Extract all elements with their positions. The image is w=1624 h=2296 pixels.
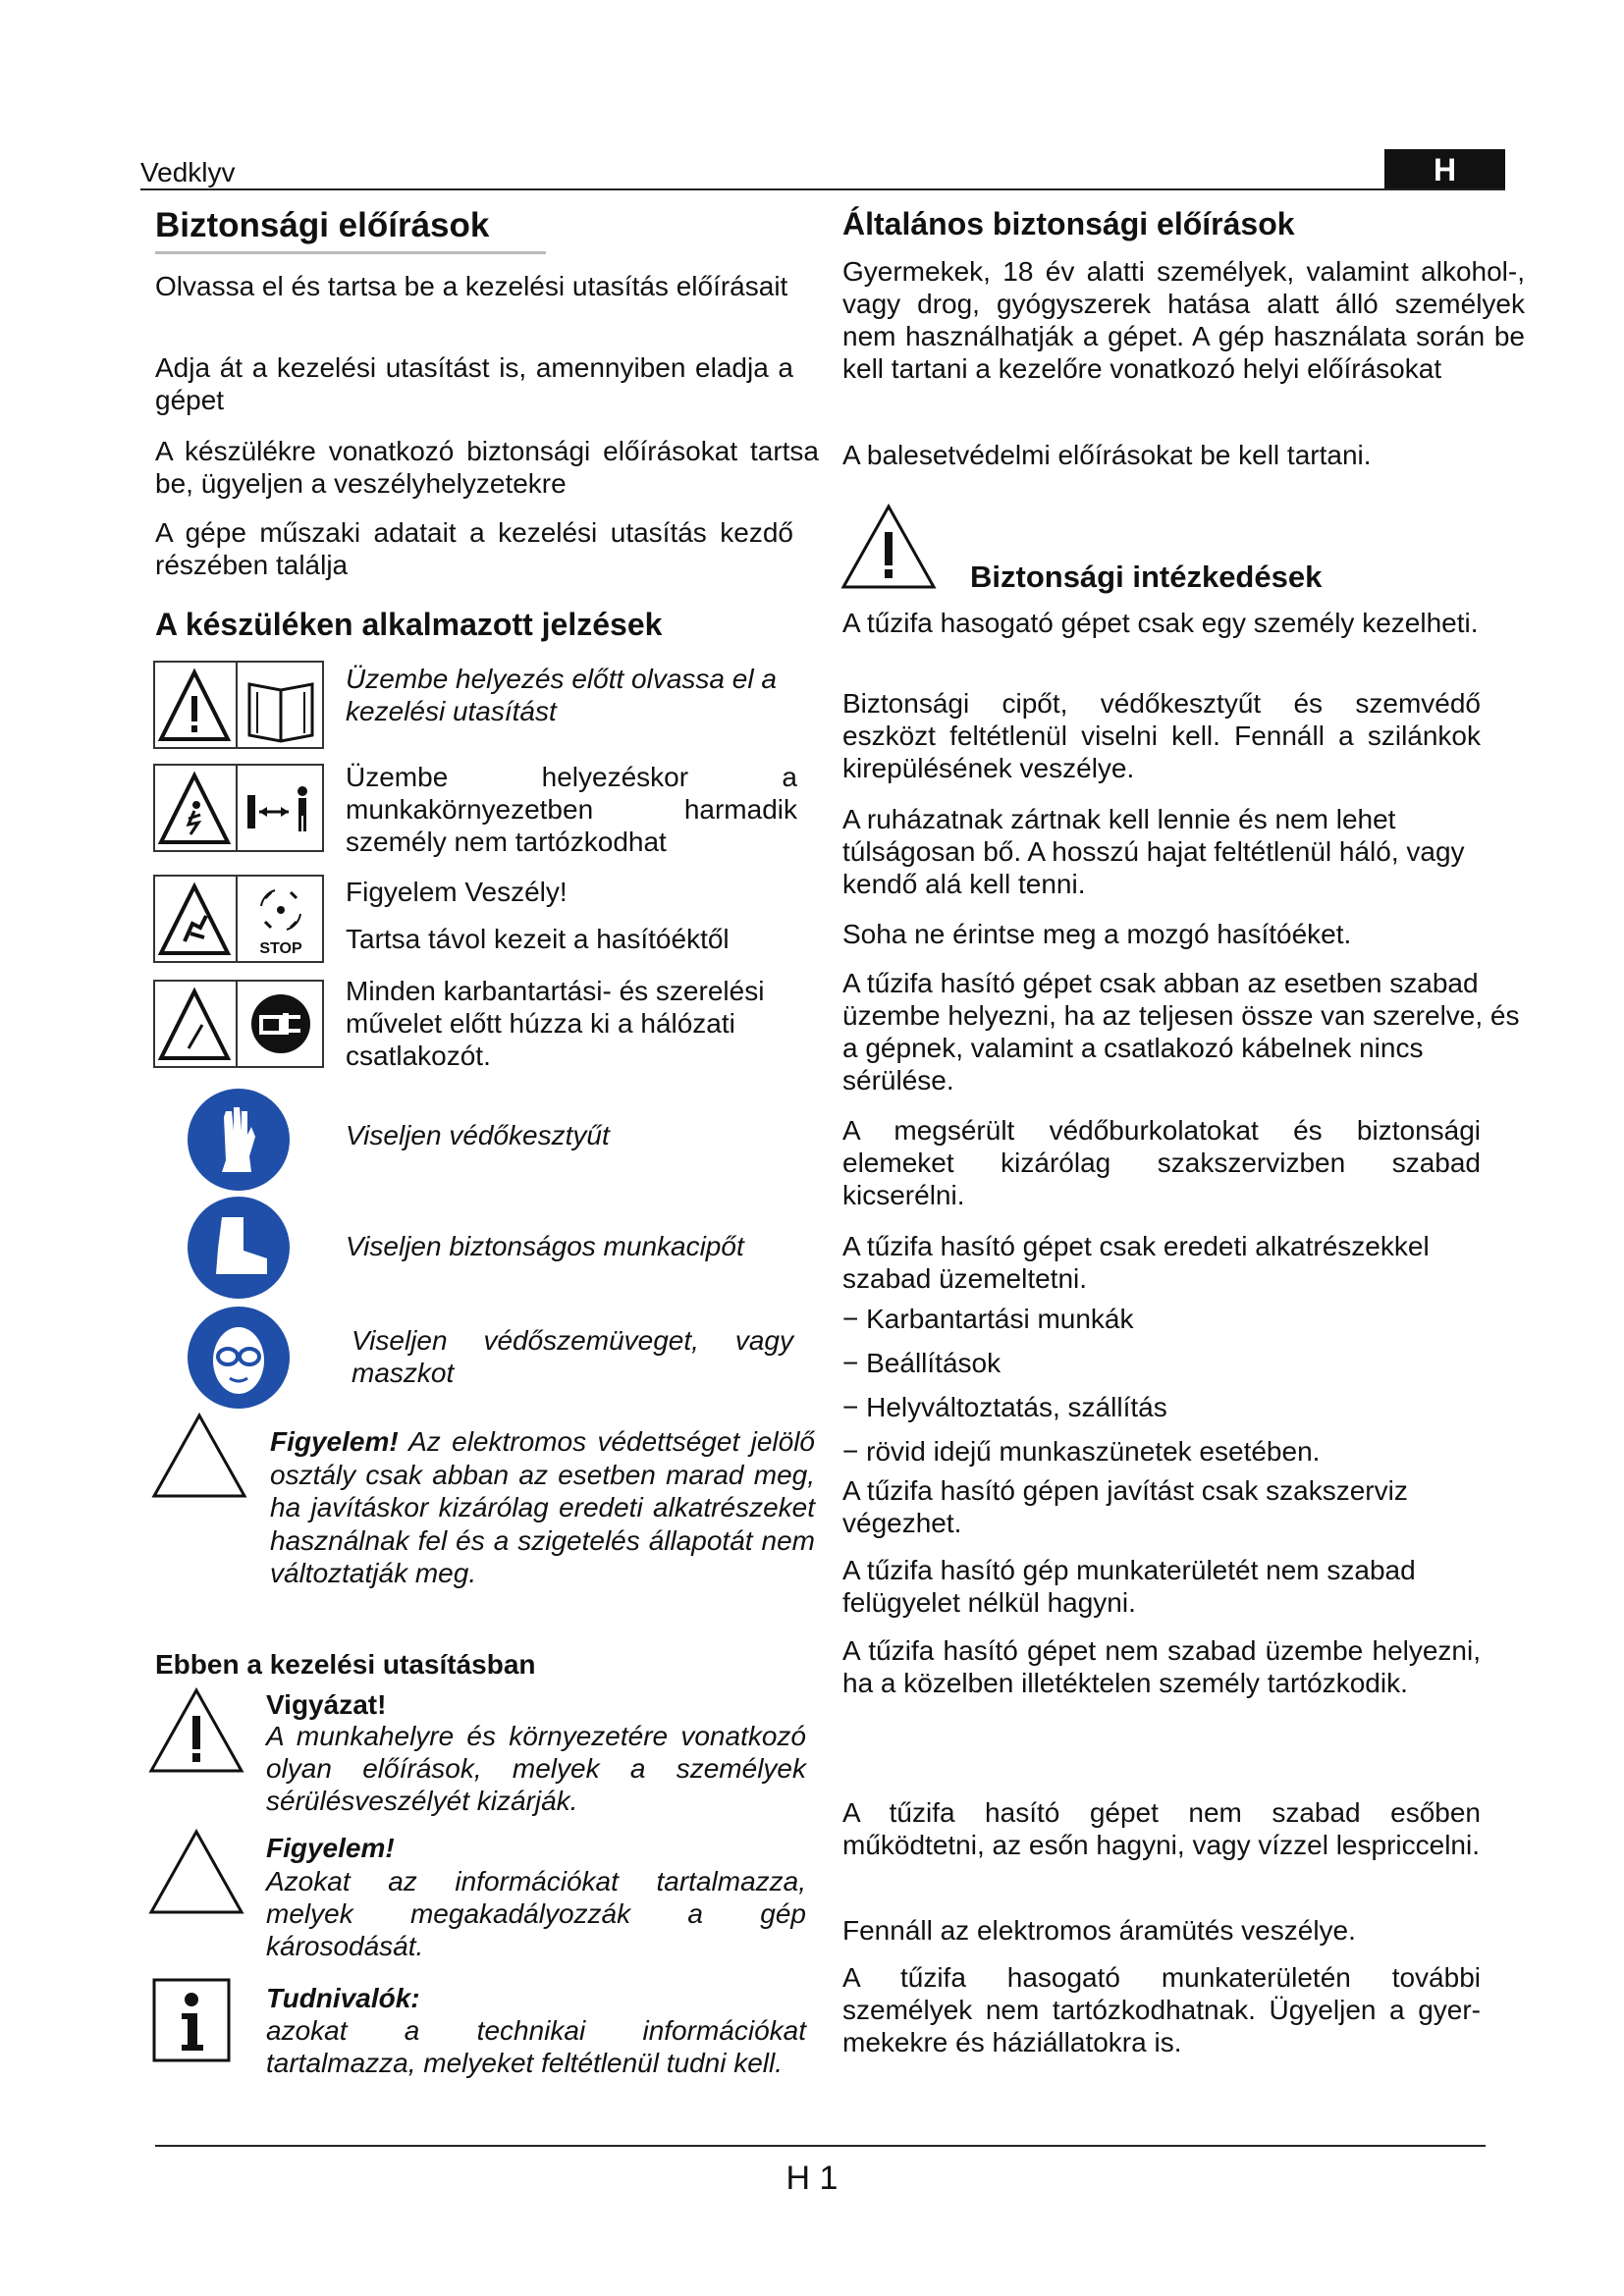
- paragraph: A tűzifa hasító gép munkaterületét nem szabad felügyelet nélkül hagyni.: [842, 1555, 1416, 1618]
- paragraph: A tűzifa hasító gépet nem szabad üzembe helyezni, ha a közelben illetéktelen személy tartózkodik.: [842, 1635, 1481, 1698]
- symbol-text: Üzembe helyezés előtt olvassa el a kezelési utasítást: [346, 664, 777, 726]
- list-item: − Helyváltoztatás, szállítás: [842, 1392, 1167, 1422]
- paragraph: A készülékre vonatkozó biztonsági előírásokat tartsa be, ügyeljen a veszélyhelyzetekre: [155, 436, 819, 499]
- warning-hand-icon: [155, 877, 238, 961]
- language-badge: H: [1384, 149, 1505, 190]
- attention-title: Figyelem!: [266, 1833, 395, 1863]
- list-item: − Beállítások: [842, 1348, 1001, 1378]
- info-icon: [152, 1978, 231, 2062]
- distance-icon: [240, 766, 322, 850]
- plug-icon: [240, 982, 322, 1066]
- safety-shoe-icon: [187, 1196, 291, 1300]
- stop-rotation-icon: [240, 877, 322, 961]
- dash-list: [842, 1297, 1481, 1473]
- paragraph: A tűzifa hasogató gépet csak egy személy kezelheti.: [842, 608, 1479, 638]
- paragraph: Soha ne érintse meg a mozgó hasítóéket.: [842, 919, 1352, 949]
- paragraph: Adja át a kezelési utasítást is, amennyiben eladja a gépet: [155, 352, 793, 415]
- gloves-icon: [187, 1088, 291, 1192]
- warning-triangle-icon: [155, 663, 238, 747]
- warning-tool-icon: [155, 982, 238, 1066]
- caution-title: Vigyázat!: [266, 1689, 387, 1720]
- paragraph: A tűzifa hasító gépet csak eredeti alkatrészekkel szabad üzemeltetni.: [842, 1231, 1430, 1294]
- list-item: − rövid idejű munkaszünetek esetében.: [842, 1436, 1321, 1467]
- section-title-measures: Biztonsági intézkedések: [970, 560, 1323, 594]
- caution-icon: [839, 503, 938, 593]
- section-title-safety: Biztonsági előírások: [155, 206, 490, 244]
- caution-icon: [147, 1686, 245, 1777]
- caution-text: A munkahelyre és környezetére vonatkozó olyan előírások, melyek a személyek sérülésveszélyét kizárják.: [266, 1721, 806, 1816]
- symbol-text: Üzembe helyezéskor a munkakörnyezetben harmadik személy nem tartózkodhat: [346, 762, 797, 857]
- paragraph: A gépe műszaki adatait a kezelési utasítás kezdő részében találja: [155, 517, 793, 580]
- paragraph: Fennáll az elektromos áramütés veszélye.: [842, 1915, 1356, 1946]
- symbol-no-bystanders: [153, 764, 324, 852]
- section-title-symbols: A készüléken alkalmazott jelzések: [155, 607, 663, 642]
- ppe-text-shoes: Viseljen biztonságos munkacipőt: [346, 1231, 744, 1261]
- page-number: H 1: [785, 2160, 839, 2197]
- paragraph: A megsérült védőburkolatokat és biztonsági elemeket kizárólag szakszervizben szabad kicserélni.: [842, 1115, 1481, 1210]
- symbol-read-manual: [153, 661, 324, 749]
- class-warning-body: Az elektromos védettséget jelölő osztály csak abban az esetben marad meg, ha javításkor kizárólag eredeti alkatrészeket használnak fel és a szigetelés állapotát nem változtatják meg.: [270, 1426, 815, 1588]
- title-underline: [155, 251, 546, 254]
- attention-icon: [147, 1828, 245, 1918]
- class-warning-text: [270, 1425, 815, 1590]
- symbol-unplug: [153, 980, 324, 1068]
- paragraph: A tűzifa hasító gépen javítást csak szakszerviz végezhet.: [842, 1475, 1408, 1538]
- info-text: azokat a technikai információkat tartalmazza, melyeket feltétlenül tudni kell.: [266, 2015, 806, 2078]
- info-title: Tudnivalók:: [266, 1983, 420, 2013]
- paragraph: A tűzifa hasító gépet csak abban az esetben szabad üzembe helyezni, ha az teljesen össze van szerelve, és a gépnek, valamint a csatlakozó kábelnek nincs sérülése.: [842, 968, 1520, 1095]
- paragraph: A tűzifa hasogató munkaterületén további személyek nem tartózkodhatnak. Ügyeljen a gyer-mekekre és háziállatokra is.: [842, 1962, 1481, 2057]
- ppe-text-gloves: Viseljen védőkesztyűt: [346, 1120, 610, 1150]
- running-header: Vedklyv: [140, 157, 236, 187]
- attention-text: Azokat az információkat tartalmazza, melyek megakadályozzák a gép károsodását.: [266, 1866, 806, 1961]
- symbol-text: Figyelem Veszély!: [346, 877, 568, 907]
- stop-label: STOP: [259, 940, 302, 957]
- paragraph: Gyermekek, 18 év alatti személyek, valamint alkohol-, vagy drog, gyógyszerek hatása alatt álló személyek nem használhatják a gépet. A gép használata során be kell tartani a kezelőre vonatkozó helyi előírásokat: [842, 256, 1525, 384]
- paragraph: Olvassa el és tartsa be a kezelési utasítás előírásait: [155, 271, 788, 301]
- section-title-general: Általános biztonsági előírások: [842, 206, 1295, 241]
- paragraph: A tűzifa hasító gépet nem szabad esőben működtetni, az esőn hagyni, vagy vízzel lespriccelni.: [842, 1797, 1481, 1860]
- goggles-icon: [187, 1306, 291, 1410]
- book-icon: [240, 663, 322, 747]
- list-item: − Karbantartási munkák: [842, 1304, 1134, 1334]
- attention-triangle-icon: [150, 1412, 248, 1502]
- symbol-keep-hands-away: [153, 875, 324, 963]
- paragraph: A ruházatnak zártnak kell lennie és nem lehet túlságosan bő. A hosszú hajat feltétlenül háló, vagy kendő alá kell tenni.: [842, 804, 1465, 899]
- class-warning-lead: Figyelem!: [270, 1426, 399, 1457]
- ppe-text-goggles: Viseljen védőszemüveget, vagy maszkot: [352, 1325, 793, 1388]
- footer-rule: [155, 2145, 1486, 2147]
- header-rule: [140, 188, 1505, 190]
- symbol-text: Minden karbantartási- és szerelési művelet előtt húzza ki a hálózati csatlakozót.: [346, 976, 765, 1071]
- warning-person-icon: [155, 766, 238, 850]
- manual-legend-title: Ebben a kezelési utasításban: [155, 1649, 536, 1680]
- paragraph: Biztonsági cipőt, védőkesztyűt és szemvédő eszközt feltétlenül viselni kell. Fennáll a szilánkok kirepülésének veszélye.: [842, 688, 1481, 783]
- paragraph: A balesetvédelmi előírásokat be kell tartani.: [842, 440, 1372, 470]
- symbol-text: Tartsa távol kezeit a hasítóéktől: [346, 924, 730, 954]
